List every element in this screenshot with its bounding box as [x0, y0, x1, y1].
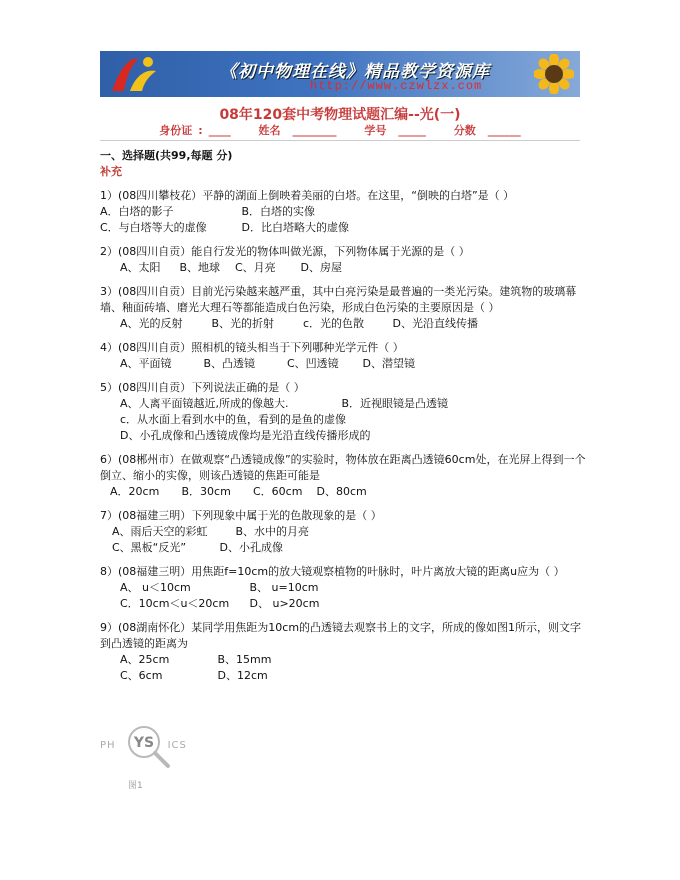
site-logo-icon: [104, 53, 164, 95]
option-c[interactable]: C、黑板“反光”: [112, 541, 187, 554]
question-2: [100, 244, 590, 276]
question-6: [100, 452, 590, 500]
options-row: [100, 356, 590, 372]
banner-title: 《初中物理在线》精品教学资源库: [220, 62, 490, 82]
option-a[interactable]: A、平面镜: [120, 357, 172, 370]
options-row: [100, 428, 590, 444]
question-stem: 6）(08郴州市）在做观察“凸透镜成像”的实验时，物体放在距离凸透镜60cm处，在光屏上得到一个倒立、缩小的实像，则该凸透镜的焦距可能是: [100, 453, 586, 482]
question-stem: 3）(08四川自贡）目前光污染越来越严重，其中白亮污染是最普遍的一类光污染。建筑物的玻璃幕墙、釉面砖墙、磨光大理石等都能造成白色污染，形成白色污染的主要原因是（ ）: [100, 285, 577, 314]
option-d[interactable]: D、潜望镜: [362, 357, 415, 370]
option-d[interactable]: D、光沿直线传播: [392, 317, 478, 330]
magnifier-icon: [122, 720, 172, 770]
option-a[interactable]: A、太阳: [120, 261, 161, 274]
field-id: 身份证 : ____: [159, 124, 231, 137]
option-c[interactable]: c．从水面上看到水中的鱼，看到的是鱼的虚像: [120, 413, 347, 426]
option-b[interactable]: B、 u=10cm: [249, 581, 319, 594]
options-row: [100, 580, 590, 596]
option-d[interactable]: D、小孔成像: [219, 541, 283, 554]
magnified-text: YS: [133, 735, 155, 751]
divider: [100, 140, 580, 141]
option-a[interactable]: A．白塔的影子: [100, 205, 174, 218]
question-stem: 9）(08湖南怀化）某同学用焦距为10cm的凸透镜去观察书上的文字，所成的像如图1所示，则文字到凸透镜的距离为: [100, 621, 582, 650]
option-a[interactable]: A、人离平面镜越近,所成的像越大.: [120, 397, 289, 410]
option-b[interactable]: B、凸透镜: [203, 357, 256, 370]
field-name: 姓名 ________: [258, 124, 337, 137]
options-row: [100, 540, 590, 556]
option-b[interactable]: B、地球: [179, 261, 221, 274]
sunflower-icon: [534, 54, 574, 94]
question-4: [100, 340, 590, 372]
options-row: [100, 260, 590, 276]
question-5: [100, 380, 590, 444]
options-row: [100, 596, 590, 612]
option-c[interactable]: C．60cm: [253, 485, 303, 498]
question-list: [100, 148, 590, 684]
student-info-fields: [0, 122, 680, 138]
option-b[interactable]: B、光的折射: [211, 317, 275, 330]
section-heading: 一、选择题(共99,每题 分): [100, 149, 233, 162]
header-banner: [100, 51, 580, 97]
banner-url[interactable]: http://www.czwlzx.com: [310, 79, 483, 93]
option-b[interactable]: B．30cm: [181, 485, 231, 498]
option-c[interactable]: C、凹透镜: [287, 357, 339, 370]
option-d[interactable]: D、小孔成像和凸透镜成像均是光沿直线传播形成的: [120, 429, 371, 442]
question-1: [100, 188, 590, 236]
question-stem: 1）(08四川攀枝花）平静的湖面上倒映着美丽的白塔。在这里，“倒映的白塔”是（ ）: [100, 189, 515, 202]
options-row: [100, 412, 590, 428]
options-row: [100, 524, 590, 540]
supplement-label: 补充: [100, 165, 122, 178]
question-7: [100, 508, 590, 556]
option-c[interactable]: C、月亮: [235, 261, 276, 274]
option-b[interactable]: B、水中的月亮: [235, 525, 310, 538]
options-row: [100, 396, 590, 412]
option-a[interactable]: A、 u＜10cm: [120, 581, 191, 594]
option-b[interactable]: B、15mm: [217, 653, 272, 666]
question-8: [100, 564, 590, 612]
option-a[interactable]: A、光的反射: [120, 317, 183, 330]
field-number: 学号 _____: [364, 124, 426, 137]
option-c[interactable]: C．10cm＜u＜20cm: [120, 597, 230, 610]
option-a[interactable]: A、25cm: [120, 653, 170, 666]
options-row: [100, 204, 590, 220]
document-title: 08年120套中考物理试题汇编--光(一): [219, 107, 461, 123]
question-stem: 4）(08四川自贡）照相机的镜头相当于下列哪种光学元件（ ）: [100, 341, 404, 354]
question-stem: 5）(08四川自贡）下列说法正确的是（ ）: [100, 381, 305, 394]
option-b[interactable]: B．近视眼镜是凸透镜: [341, 397, 449, 410]
options-row: [100, 668, 590, 684]
option-c[interactable]: c．光的色散: [303, 317, 365, 330]
option-d[interactable]: D、房屋: [300, 261, 342, 274]
option-d[interactable]: D、 u>20cm: [249, 597, 320, 610]
figure-caption: 图1: [128, 781, 143, 791]
question-stem: 2）(08四川自贡）能自行发光的物体叫做光源，下列物体属于光源的是（ ）: [100, 245, 470, 258]
question-stem: 7）(08福建三明）下列现象中属于光的色散现象的是（ ）: [100, 509, 382, 522]
options-row: [100, 316, 590, 332]
options-row: [100, 652, 590, 668]
option-a[interactable]: A．20cm: [110, 485, 160, 498]
field-score: 分数 ______: [453, 124, 521, 137]
option-d[interactable]: D．比白塔略大的虚像: [241, 221, 349, 234]
question-9: [100, 620, 590, 684]
option-d[interactable]: D、80cm: [316, 485, 367, 498]
figure-1: [100, 708, 200, 790]
option-d[interactable]: D、12cm: [217, 669, 268, 682]
options-row: [100, 220, 590, 236]
option-c[interactable]: C．与白塔等大的虚像: [100, 221, 207, 234]
option-a[interactable]: A、雨后天空的彩虹: [112, 525, 208, 538]
question-3: [100, 284, 590, 332]
question-stem: 8）(08福建三明）用焦距f=10cm的放大镜观察植物的叶脉时，叶片离放大镜的距离u应为（ ）: [100, 565, 565, 578]
figure-text-left: PH ICS: [100, 740, 187, 751]
option-c[interactable]: C、6cm: [120, 669, 163, 682]
option-b[interactable]: B．白塔的实像: [241, 205, 316, 218]
options-row: [100, 484, 590, 500]
